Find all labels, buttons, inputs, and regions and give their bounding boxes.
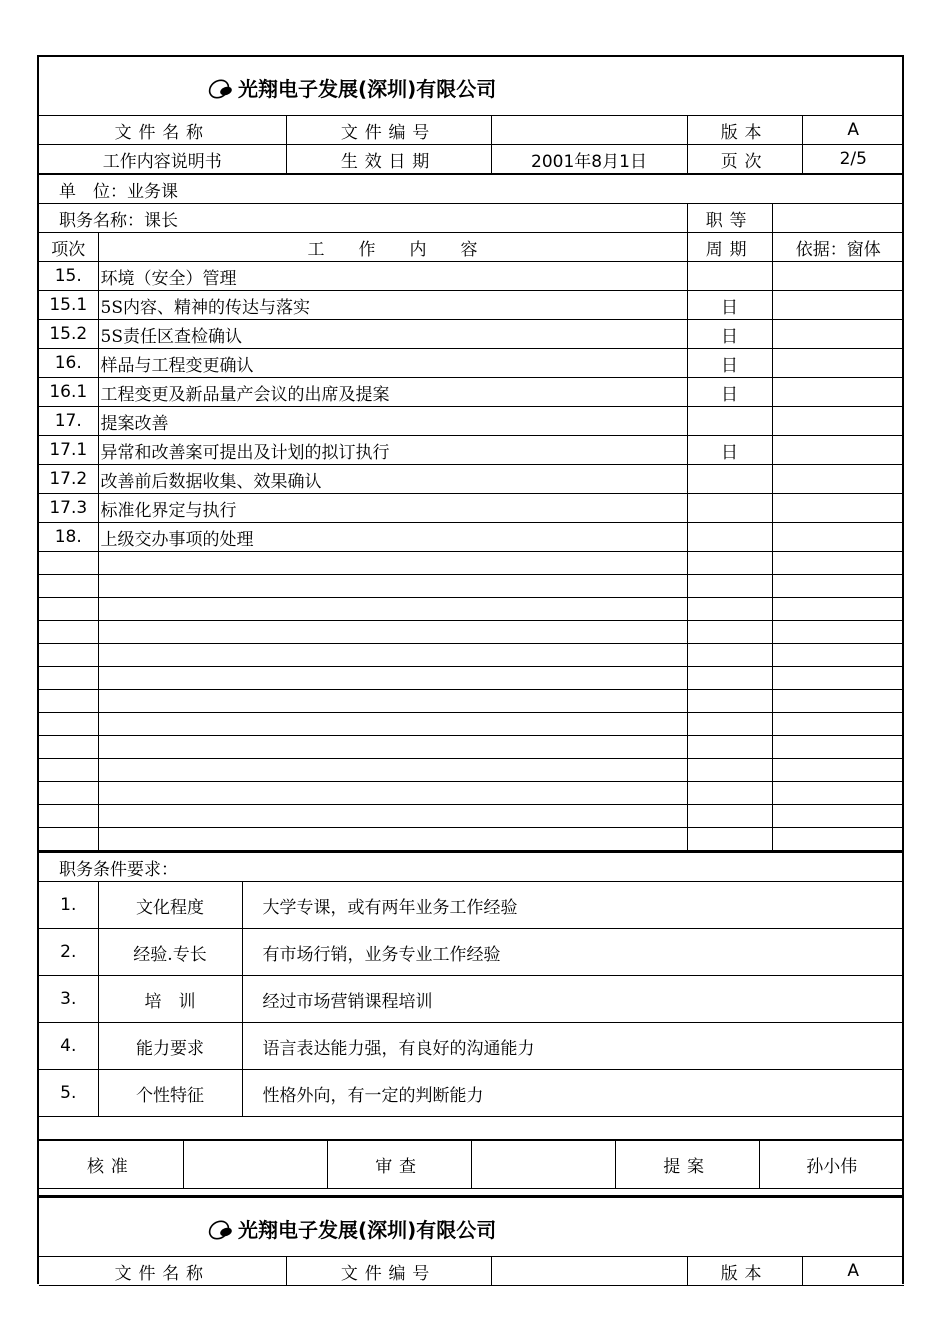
item-content: 5S内容、精神的传达与落实 [98, 291, 687, 320]
empty-cell [772, 736, 904, 759]
spacer-row [39, 1117, 904, 1140]
table-row [39, 494, 904, 523]
empty-cell [98, 644, 687, 667]
empty-cell [687, 713, 772, 736]
col-item-header: 项次 [39, 233, 98, 262]
item-cycle: 日 [687, 378, 772, 407]
req-desc: 经过市场营销课程培训 [242, 976, 904, 1023]
item-content: 5S责任区查检确认 [98, 320, 687, 349]
req-no: 3. [39, 976, 98, 1023]
item-content: 工程变更及新品量产会议的出席及提案 [98, 378, 687, 407]
item-content: 上级交办事项的处理 [98, 523, 687, 552]
doc-name-label: 文件名称 [39, 116, 286, 145]
empty-cell [772, 575, 904, 598]
empty-cell [687, 759, 772, 782]
doc-info-table [39, 116, 904, 174]
empty-row [39, 621, 904, 644]
table-row [39, 378, 904, 407]
position-field: 职务名称：课长 [39, 204, 687, 233]
empty-row [39, 805, 904, 828]
doc-no-value [491, 116, 687, 145]
empty-row [39, 644, 904, 667]
empty-cell [98, 828, 687, 851]
item-basis [772, 494, 904, 523]
item-no: 16.1 [39, 378, 98, 407]
req-no: 4. [39, 1023, 98, 1070]
empty-cell [687, 552, 772, 575]
work-content-table [39, 174, 904, 851]
doc-no-label: 文件编号 [286, 1257, 491, 1286]
table-row [39, 436, 904, 465]
item-content: 改善前后数据收集、效果确认 [98, 465, 687, 494]
item-cycle: 日 [687, 291, 772, 320]
item-content: 样品与工程变更确认 [98, 349, 687, 378]
company-name: 光翔电子发展(深圳)有限公司 [238, 1218, 497, 1242]
req-no: 5. [39, 1070, 98, 1117]
doc-no-label: 文件编号 [286, 116, 491, 145]
document-page-next [37, 1196, 904, 1284]
requirement-row [39, 1023, 904, 1070]
empty-row [39, 736, 904, 759]
review-value [471, 1141, 615, 1189]
propose-value: 孙小伟 [759, 1141, 904, 1189]
page-label: 页次 [687, 145, 802, 174]
item-basis [772, 465, 904, 494]
empty-cell [772, 759, 904, 782]
item-basis [772, 378, 904, 407]
empty-cell [39, 575, 98, 598]
empty-cell [98, 736, 687, 759]
table-row [39, 523, 904, 552]
version-label: 版本 [687, 116, 802, 145]
item-no: 15.1 [39, 291, 98, 320]
unit-field: 单 位：业务课 [39, 175, 904, 204]
grade-label: 职等 [687, 204, 772, 233]
document-page [37, 55, 904, 1197]
item-content: 环境（安全）管理 [98, 262, 687, 291]
empty-cell [39, 621, 98, 644]
empty-cell [687, 805, 772, 828]
empty-cell [687, 644, 772, 667]
req-no: 2. [39, 929, 98, 976]
empty-row [39, 598, 904, 621]
requirement-row [39, 976, 904, 1023]
req-desc: 大学专课，或有两年业务工作经验 [242, 882, 904, 929]
item-no: 17. [39, 407, 98, 436]
empty-cell [39, 667, 98, 690]
empty-cell [772, 598, 904, 621]
item-cycle [687, 465, 772, 494]
empty-cell [687, 575, 772, 598]
empty-cell [98, 690, 687, 713]
item-cycle [687, 523, 772, 552]
item-cycle: 日 [687, 349, 772, 378]
company-name: 光翔电子发展(深圳)有限公司 [238, 77, 497, 101]
item-cycle: 日 [687, 320, 772, 349]
req-item: 培 训 [98, 976, 242, 1023]
empty-cell [98, 575, 687, 598]
empty-cell [98, 782, 687, 805]
item-basis [772, 291, 904, 320]
empty-cell [772, 828, 904, 851]
approve-value [183, 1141, 327, 1189]
empty-cell [687, 690, 772, 713]
propose-label: 提案 [615, 1141, 759, 1189]
empty-cell [772, 644, 904, 667]
table-row [39, 262, 904, 291]
item-cycle [687, 494, 772, 523]
col-basis-header: 依据：窗体 [772, 233, 904, 262]
req-no: 1. [39, 882, 98, 929]
empty-cell [39, 690, 98, 713]
empty-cell [39, 644, 98, 667]
empty-cell [39, 759, 98, 782]
empty-cell [772, 805, 904, 828]
item-no: 16. [39, 349, 98, 378]
empty-row [39, 575, 904, 598]
empty-cell [687, 828, 772, 851]
req-item: 文化程度 [98, 882, 242, 929]
empty-row [39, 552, 904, 575]
empty-cell [98, 713, 687, 736]
version-value: A [802, 1257, 904, 1286]
empty-cell [98, 759, 687, 782]
table-row [39, 291, 904, 320]
req-item: 经验.专长 [98, 929, 242, 976]
item-content: 异常和改善案可提出及计划的拟订执行 [98, 436, 687, 465]
empty-cell [687, 598, 772, 621]
empty-cell [772, 690, 904, 713]
empty-cell [98, 667, 687, 690]
doc-no-value [491, 1257, 687, 1286]
empty-cell [39, 713, 98, 736]
effective-date-value: 2001年8月1日 [491, 145, 687, 174]
doc-name-label: 文件名称 [39, 1257, 286, 1286]
item-content: 标准化界定与执行 [98, 494, 687, 523]
item-basis [772, 320, 904, 349]
item-content: 提案改善 [98, 407, 687, 436]
req-item: 个性特征 [98, 1070, 242, 1117]
company-header-next [39, 1198, 902, 1257]
item-cycle [687, 407, 772, 436]
signoff-table [39, 1140, 904, 1189]
req-desc: 有市场行销，业务专业工作经验 [242, 929, 904, 976]
empty-row [39, 759, 904, 782]
item-basis [772, 262, 904, 291]
empty-cell [687, 667, 772, 690]
empty-cell [772, 621, 904, 644]
requirement-row [39, 1070, 904, 1117]
item-basis [772, 436, 904, 465]
item-basis [772, 407, 904, 436]
empty-row [39, 690, 904, 713]
req-desc: 语言表达能力强，有良好的沟通能力 [242, 1023, 904, 1070]
empty-cell [772, 667, 904, 690]
item-cycle: 日 [687, 436, 772, 465]
empty-cell [98, 621, 687, 644]
requirements-title: 职务条件要求： [39, 852, 904, 882]
empty-row [39, 782, 904, 805]
empty-cell [687, 782, 772, 805]
req-item: 能力要求 [98, 1023, 242, 1070]
table-row [39, 320, 904, 349]
table-row [39, 349, 904, 378]
item-cycle [687, 262, 772, 291]
item-basis [772, 349, 904, 378]
item-no: 17.2 [39, 465, 98, 494]
table-row [39, 465, 904, 494]
empty-cell [98, 598, 687, 621]
empty-cell [772, 782, 904, 805]
item-no: 17.3 [39, 494, 98, 523]
empty-cell [39, 736, 98, 759]
empty-row [39, 713, 904, 736]
empty-cell [687, 736, 772, 759]
company-header [39, 57, 902, 116]
doc-info-table-next [39, 1257, 904, 1286]
version-value: A [802, 116, 904, 145]
empty-cell [39, 805, 98, 828]
empty-cell [39, 782, 98, 805]
req-desc: 性格外向，有一定的判断能力 [242, 1070, 904, 1117]
review-label: 审查 [327, 1141, 471, 1189]
doc-title: 工作内容说明书 [39, 145, 286, 174]
approve-label: 核准 [39, 1141, 183, 1189]
col-content-header: 工 作 内 容 [98, 233, 687, 262]
empty-cell [98, 552, 687, 575]
grade-value [772, 204, 904, 233]
effective-date-label: 生效日期 [286, 145, 491, 174]
company-logo-icon [206, 1216, 236, 1242]
table-header-row [39, 233, 904, 262]
version-label: 版本 [687, 1257, 802, 1286]
empty-cell [39, 598, 98, 621]
item-no: 18. [39, 523, 98, 552]
company-logo-icon [206, 75, 236, 101]
empty-cell [772, 552, 904, 575]
empty-cell [687, 621, 772, 644]
requirement-row [39, 882, 904, 929]
page-value: 2/5 [802, 145, 904, 174]
empty-cell [98, 805, 687, 828]
table-row [39, 407, 904, 436]
requirement-row [39, 929, 904, 976]
empty-cell [39, 828, 98, 851]
empty-cell [39, 552, 98, 575]
col-cycle-header: 周期 [687, 233, 772, 262]
empty-cell [772, 713, 904, 736]
requirements-table [39, 851, 904, 1140]
empty-row [39, 667, 904, 690]
empty-row [39, 828, 904, 851]
item-no: 15.2 [39, 320, 98, 349]
item-no: 15. [39, 262, 98, 291]
item-no: 17.1 [39, 436, 98, 465]
item-basis [772, 523, 904, 552]
